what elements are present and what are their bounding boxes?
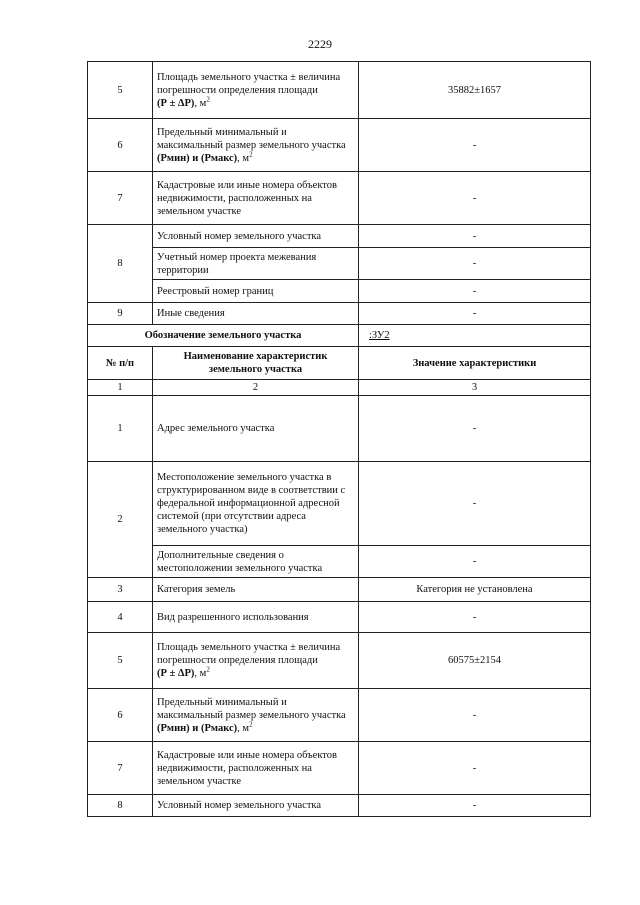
- table-row: [88, 795, 591, 817]
- characteristic-value: -: [359, 248, 591, 280]
- characteristic-name: Дополнительные сведения о местоположении земельного участка: [153, 546, 359, 578]
- characteristic-name: Предельный минимальный и максимальный размер земельного участка (Рмин) и (Рмакс), $м^2$: [153, 689, 359, 742]
- table-row: [88, 396, 591, 462]
- plot-designation-label: Обозначение земельного участка: [88, 325, 359, 347]
- row-number: 1: [88, 396, 153, 462]
- characteristic-value: -: [359, 172, 591, 225]
- characteristic-value: -: [359, 546, 591, 578]
- characteristic-name: Кадастровые или иные номера объектов недвижимости, расположенных на земельном участке: [153, 742, 359, 795]
- characteristic-name: Условный номер земельного участка: [153, 795, 359, 817]
- characteristic-name: Иные сведения: [153, 303, 359, 325]
- characteristic-name: Категория земель: [153, 578, 359, 602]
- header-name: Наименование характеристик земельного участка: [153, 347, 359, 380]
- column-index: 2: [153, 380, 359, 396]
- header-value: Значение характеристики: [359, 347, 591, 380]
- table-row: [88, 578, 591, 602]
- characteristic-value: -: [359, 119, 591, 172]
- characteristic-name: Учетный номер проекта межевания территории: [153, 248, 359, 280]
- characteristic-value: -: [359, 742, 591, 795]
- characteristic-value: 35882±1657: [359, 62, 591, 119]
- table-row: [88, 248, 591, 280]
- characteristic-value: -: [359, 280, 591, 303]
- characteristic-value: -: [359, 396, 591, 462]
- column-index: 1: [88, 380, 153, 396]
- row-number: 6: [88, 689, 153, 742]
- table-row: [88, 303, 591, 325]
- table-row: [88, 742, 591, 795]
- row-number: 3: [88, 578, 153, 602]
- characteristic-value: -: [359, 225, 591, 248]
- row-number: 8: [88, 225, 153, 303]
- row-number: 7: [88, 172, 153, 225]
- characteristic-value: Категория не установлена: [359, 578, 591, 602]
- row-number: 5: [88, 633, 153, 689]
- characteristic-value: -: [359, 303, 591, 325]
- table-row: [88, 62, 591, 119]
- characteristic-value: -: [359, 602, 591, 633]
- row-number: 5: [88, 62, 153, 119]
- characteristic-name: Предельный минимальный и максимальный размер земельного участка (Рмин) и (Рмакс), $м^2$: [153, 119, 359, 172]
- page-number: 2229: [308, 37, 332, 51]
- table-row: [88, 602, 591, 633]
- characteristic-value: 60575±2154: [359, 633, 591, 689]
- row-number: 9: [88, 303, 153, 325]
- characteristic-name: Условный номер земельного участка: [153, 225, 359, 248]
- table-row: [88, 280, 591, 303]
- characteristic-value: -: [359, 795, 591, 817]
- plot-designation-row: [88, 325, 591, 347]
- row-number: 8: [88, 795, 153, 817]
- row-number: 7: [88, 742, 153, 795]
- characteristic-value: -: [359, 689, 591, 742]
- table-row: [88, 546, 591, 578]
- characteristic-name: Площадь земельного участка ± величина погрешности определения площади (Р ± ΔР), $м^2$: [153, 633, 359, 689]
- row-number: 2: [88, 462, 153, 578]
- table-row: [88, 633, 591, 689]
- characteristic-name: Площадь земельного участка ± величина погрешности определения площади (Р ± ΔР), $м^2$: [153, 62, 359, 119]
- column-index: 3: [359, 380, 591, 396]
- column-index-row: [88, 380, 591, 396]
- table-row: [88, 462, 591, 546]
- row-number: 4: [88, 602, 153, 633]
- header-number: № п/п: [88, 347, 153, 380]
- characteristic-name: Местоположение земельного участка в структурированном виде в соответствии с федеральной информационной адресной системой (при отсутствии адреса земельного участка): [153, 462, 359, 546]
- table-row: [88, 119, 591, 172]
- table-header-row: [88, 347, 591, 380]
- characteristic-value: -: [359, 462, 591, 546]
- table-row: [88, 689, 591, 742]
- characteristic-name: Реестровый номер границ: [153, 280, 359, 303]
- table-row: [88, 225, 591, 248]
- row-number: 6: [88, 119, 153, 172]
- characteristic-name: Вид разрешенного использования: [153, 602, 359, 633]
- characteristic-name: Кадастровые или иные номера объектов недвижимости, расположенных на земельном участке: [153, 172, 359, 225]
- plot-designation-value: :ЗУ2: [359, 325, 591, 347]
- table-row: [88, 172, 591, 225]
- land-plot-table: [87, 61, 591, 817]
- characteristic-name: Адрес земельного участка: [153, 396, 359, 462]
